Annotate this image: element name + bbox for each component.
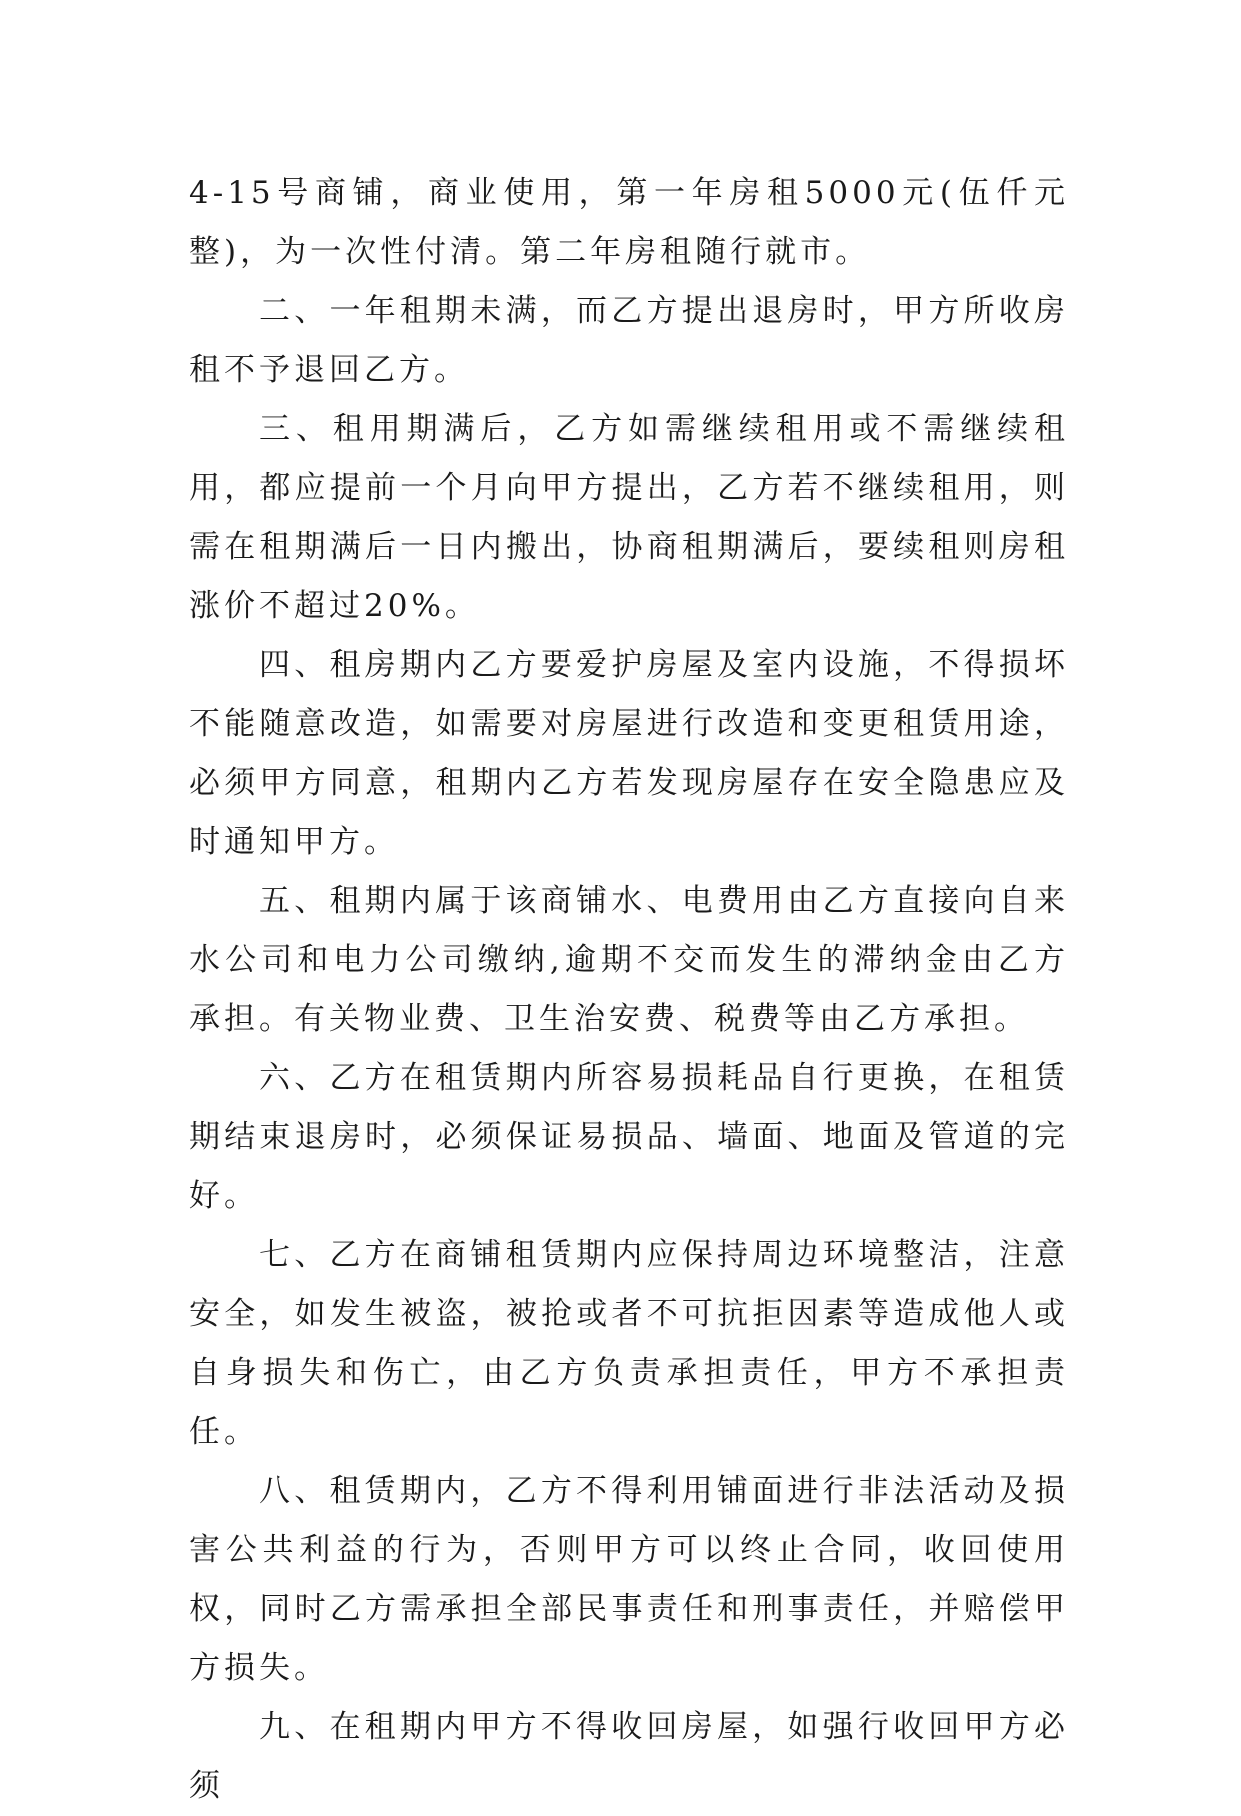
paragraph-clause-2: 二、一年租期未满，而乙方提出退房时，甲方所收房租不予退回乙方。 [189, 293, 1069, 388]
paragraph-clause-8: 八、租赁期内，乙方不得利用铺面进行非法活动及损害公共利益的行为，否则甲方可以终止合同，收回使用权，同时乙方需承担全部民事责任和刑事责任，并赔偿甲方损失。 [189, 1473, 1069, 1686]
paragraph-clause-5: 五、租期内属于该商铺水、电费用由乙方直接向自来水公司和电力公司缴纳,逾期不交而发生的滞纳金由乙方承担。有关物业费、卫生治安费、税费等由乙方承担。 [189, 883, 1069, 1037]
contract-body [189, 164, 1069, 1816]
paragraph-rent-terms: 4-15号商铺，商业使用，第一年房租5000元(伍仟元整)，为一次性付清。第二年房租随行就市。 [189, 175, 1069, 270]
paragraph-clause-7: 七、乙方在商铺租赁期内应保持周边环境整洁，注意安全，如发生被盗，被抢或者不可抗拒因素等造成他人或自身损失和伤亡，由乙方负责承担责任，甲方不承担责任。 [189, 1237, 1069, 1450]
paragraph-clause-6: 六、乙方在租赁期内所容易损耗品自行更换，在租赁期结束退房时，必须保证易损品、墙面、地面及管道的完好。 [189, 1060, 1069, 1214]
paragraph-clause-9: 九、在租期内甲方不得收回房屋，如强行收回甲方必须 [189, 1709, 1069, 1804]
paragraph-clause-3: 三、租用期满后，乙方如需继续租用或不需继续租用，都应提前一个月向甲方提出，乙方若不继续租用，则需在租期满后一日内搬出，协商租期满后，要续租则房租涨价不超过20%。 [189, 411, 1069, 624]
paragraph-clause-4: 四、租房期内乙方要爱护房屋及室内设施，不得损坏不能随意改造，如需要对房屋进行改造和变更租赁用途，必须甲方同意，租期内乙方若发现房屋存在安全隐患应及时通知甲方。 [189, 647, 1069, 860]
